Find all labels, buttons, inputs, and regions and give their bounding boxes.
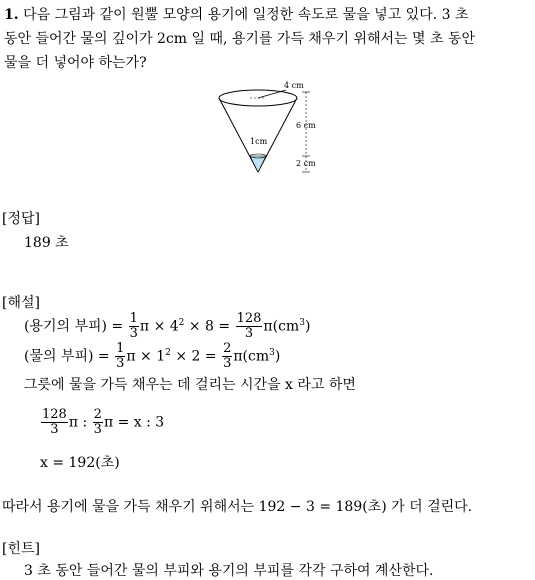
water-volume-eq: (물의 부피) = $\frac{1}{3}$ $\pi \times 1^2 \times 2$ = $\frac{2}{3}$ $\pi(cm^3)$ — [24, 341, 281, 371]
proportion-mid: π : — [68, 414, 88, 431]
proportion-tail: π = x : 3 — [103, 414, 165, 431]
exponent: 2 — [165, 347, 171, 358]
denominator: 3 — [50, 422, 59, 437]
answer-value: 189 초 — [24, 235, 69, 251]
denominator: 3 — [244, 326, 254, 341]
unit-exponent: 3 — [269, 347, 275, 358]
numerator: 2 — [223, 341, 232, 356]
problem-text-1: 다음 그림과 같이 원뿔 모양의 용기에 일정한 속도로 물을 넣고 있다. 3 초 — [23, 7, 469, 23]
numerator: 1 — [129, 311, 138, 326]
numerator: 128 — [42, 407, 67, 422]
problem-line-1 — [4, 4, 469, 24]
unit-exponent: 3 — [299, 317, 305, 328]
expr: π × 4 — [139, 318, 179, 335]
fraction — [129, 312, 139, 341]
numerator: 2 — [93, 407, 102, 422]
problem-line-3: 물을 더 넣어야 하는가? — [4, 55, 147, 71]
radius-line — [258, 90, 286, 98]
unit-close: ) — [274, 348, 281, 365]
unit-close: ) — [304, 318, 311, 335]
vessel-volume-eq: (용기의 부피) = $\frac{1}{3}$ $\pi \times 4^2 \times 8$ = $\frac{128}{3}$ $\pi(cm^3)$ — [24, 311, 311, 341]
fraction — [41, 408, 68, 437]
water-height-label: 2 cm — [296, 159, 316, 168]
proportion-eq — [40, 408, 164, 437]
denominator: 3 — [129, 326, 138, 341]
fraction — [93, 408, 103, 437]
numerator: 128 — [236, 311, 262, 326]
problem-number: 1. — [4, 7, 19, 23]
water-volume-label: (물의 부피) — [24, 348, 94, 365]
unit: π(cm — [263, 318, 300, 335]
radius-label: 4 cm — [284, 81, 304, 90]
water-radius-label: 1cm — [250, 137, 268, 146]
fraction — [115, 342, 125, 371]
height-label: 6 cm — [296, 121, 316, 130]
expr-tail: × 2 = — [175, 348, 217, 365]
numerator: 1 — [116, 341, 125, 356]
problem-line-2: 동안 들어간 물의 깊이가 2cm 일 때, 용기를 가득 채우기 위해서는 몇 초 동안 — [4, 31, 475, 47]
hint-header: [힌트] — [2, 541, 40, 557]
answer-header: [정답] — [2, 211, 40, 227]
expr-tail: × 8 = — [188, 318, 231, 335]
result-fraction — [222, 342, 232, 371]
water-fill — [250, 156, 266, 172]
expr: π × 1 — [126, 348, 166, 365]
denominator: 3 — [223, 356, 232, 371]
time-statement: 그릇에 물을 가득 채우는 데 걸리는 시간을 x 라고 하면 — [24, 377, 356, 393]
x-result: x = 192(초) — [40, 455, 120, 471]
conclusion: 따라서 용기에 물을 가득 채우기 위해서는 192 − 3 = 189(초) 가 더 걸린다. — [2, 499, 473, 515]
unit: π(cm — [233, 348, 270, 365]
vessel-volume-label: (용기의 부피) — [24, 318, 107, 335]
denominator: 3 — [93, 422, 102, 437]
result-fraction — [236, 312, 263, 341]
cone-figure — [210, 80, 330, 180]
exponent: 2 — [178, 317, 185, 328]
solution-header: [해설] — [2, 295, 40, 311]
denominator: 3 — [116, 356, 125, 371]
hint-text: 3 초 동안 들어간 물의 부피와 용기의 부피를 각각 구하여 계산한다. — [24, 563, 434, 579]
